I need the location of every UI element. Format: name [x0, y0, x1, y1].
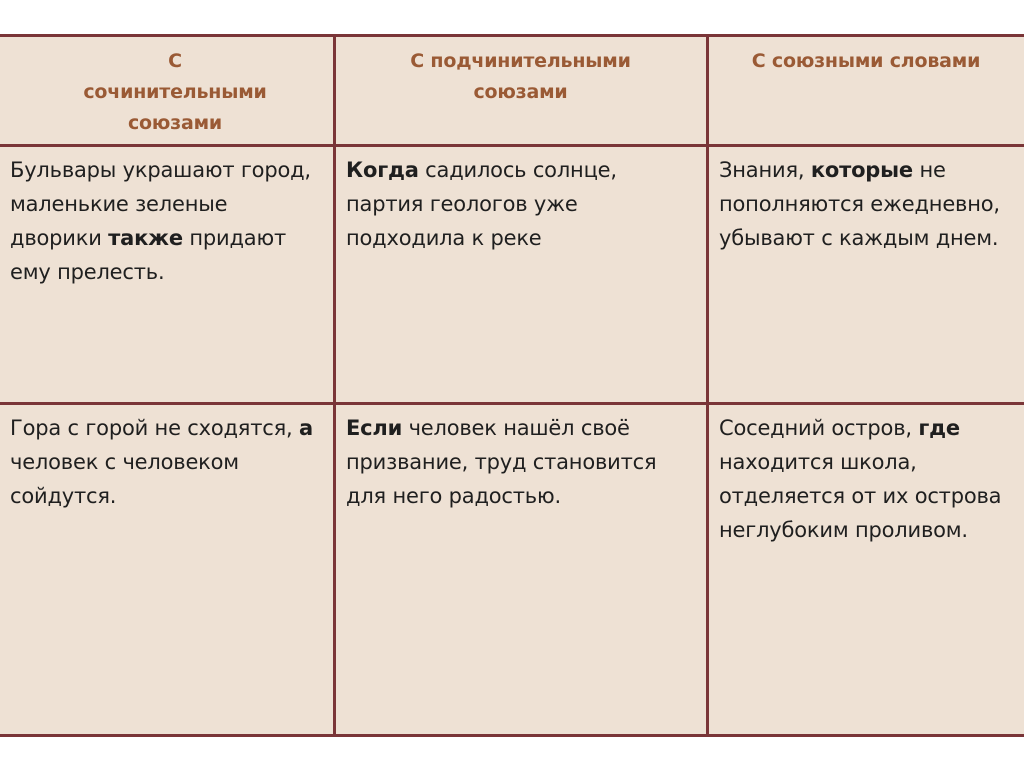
conjunction-highlight: также — [108, 226, 183, 250]
sentence-text: человек с человеком сойдутся. — [10, 450, 239, 508]
table-cell — [709, 411, 1024, 547]
column-header-label: С подчинительными союзами — [410, 50, 631, 103]
table-cell — [709, 153, 1024, 255]
conjunction-highlight: Когда — [346, 158, 419, 182]
table-border-bottom — [0, 734, 1024, 737]
sentence-text: Соседний остров, — [719, 416, 919, 440]
sentence-text: не пополняются ежедневно, убывают с каждым днем. — [719, 158, 1000, 250]
table-cell — [336, 411, 706, 513]
relative-word-highlight: где — [918, 416, 960, 440]
column-header-subordinating — [383, 46, 658, 108]
relative-word-highlight: которые — [810, 158, 913, 182]
sentence-text: Гора с горой не сходятся, — [10, 416, 299, 440]
row-divider — [0, 402, 1024, 405]
sentence-text: садилось солнце, партия геологов уже подходила к реке — [346, 158, 617, 250]
column-header-relative-words — [716, 46, 1016, 77]
column-header-label: С союзными словами — [751, 50, 981, 72]
sentence-text: Знания, — [719, 158, 811, 182]
column-header-label: С сочинительными союзами — [83, 50, 267, 134]
sentence-text: человек нашёл своё призвание, труд становится для него радостью. — [346, 416, 657, 508]
table-cell — [0, 153, 333, 289]
sentence-text: находится школа, отделяется от их острова неглубоким проливом. — [719, 450, 1002, 542]
table-border-top — [0, 34, 1024, 37]
conjunction-highlight: а — [299, 416, 313, 440]
column-header-coordinating — [75, 46, 275, 139]
header-row-divider — [0, 144, 1024, 147]
sentence-text: придают ему прелесть. — [10, 226, 286, 284]
table-cell — [0, 411, 333, 513]
column-divider — [333, 34, 336, 737]
table-cell — [336, 153, 706, 255]
sentence-text: Бульвары украшают город, маленькие зеленые дворики — [10, 158, 311, 250]
sentence-types-table — [0, 34, 1024, 737]
conjunction-highlight: Если — [346, 416, 403, 440]
column-divider — [706, 34, 709, 737]
